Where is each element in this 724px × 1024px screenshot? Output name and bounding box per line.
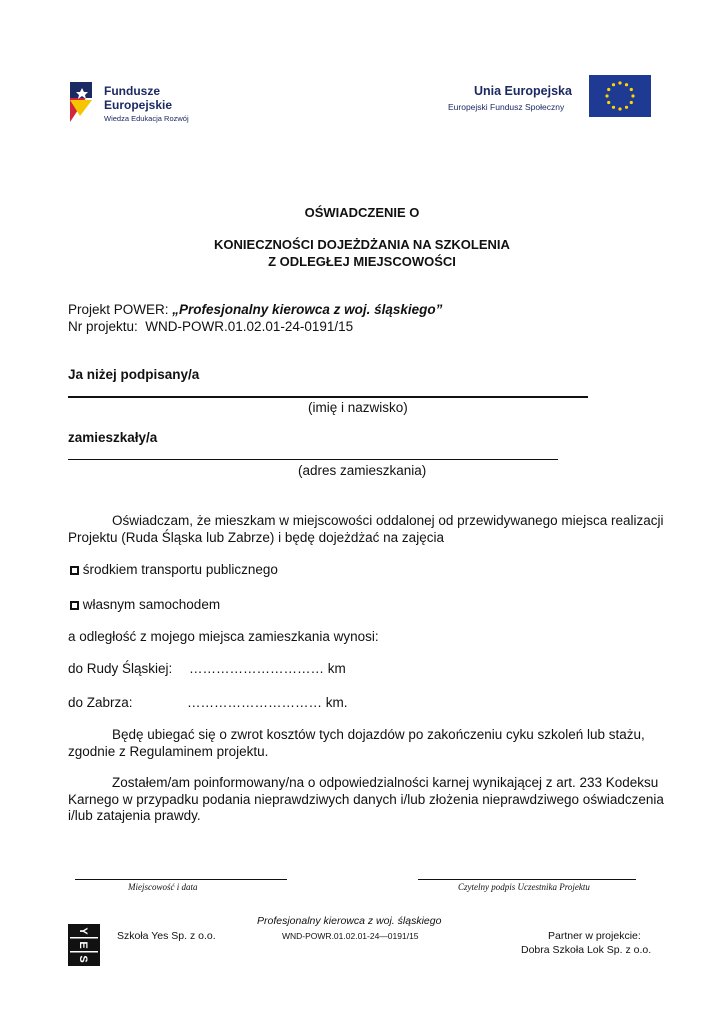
residence-label: zamieszkały/a <box>68 430 158 445</box>
signed-label: Ja niżej podpisany/a <box>68 367 200 382</box>
declaration-line1: Oświadczam, że mieszkam w miejscowości oddalonej od przewidywanego miejsca realizacji <box>112 513 664 528</box>
name-caption: (imię i nazwisko) <box>308 400 408 415</box>
yes-logo-letter-y: Y <box>77 927 89 935</box>
liability-line2: Karnego w przypadku podania nieprawdziwych danych i/lub złożenia nieprawdziwego oświadczenia <box>68 792 664 807</box>
yes-school-logo <box>68 924 100 966</box>
title-line3: Z ODLEGŁEJ MIEJSCOWOŚCI <box>268 254 456 269</box>
ue-logo-line2: Europejski Fundusz Społeczny <box>448 102 565 112</box>
zabrze-distance-field[interactable]: ………………………… km. <box>187 695 348 710</box>
ue-logo-line1: Unia Europejska <box>474 84 572 98</box>
fundusze-europejskie-emblem-icon <box>68 78 98 126</box>
option-car-row[interactable] <box>70 597 220 612</box>
footer-project-number: WND-POWR.01.02.01-24—0191/15 <box>282 931 419 941</box>
title-line1: OŚWIADCZENIE O <box>304 205 420 220</box>
place-date-line[interactable] <box>75 879 287 880</box>
refund-line1: Będę ubiegać się o zwrot kosztów tych dojazdów po zakończeniu cyku szkoleń lub stażu, <box>112 727 645 742</box>
option-car-label: własnym samochodem <box>82 597 221 612</box>
refund-line2: zgodnie z Regulaminem projektu. <box>68 744 269 759</box>
project-number-label: Nr projektu: <box>68 319 138 334</box>
fe-logo-line2: Europejskie <box>104 98 173 112</box>
option-public-row[interactable] <box>70 562 278 577</box>
own-car-checkbox[interactable] <box>70 601 79 610</box>
name-input-line[interactable] <box>68 396 588 398</box>
signature-line[interactable] <box>418 879 636 880</box>
liability-line1: Zostałem/am poinformowany/na o odpowiedzialności karnej wynikającej z art. 233 Kodeksu <box>112 775 659 790</box>
zabrze-label: do Zabrza: <box>68 695 133 710</box>
fe-logo-line3: Wiedza Edukacja Rozwój <box>104 114 189 123</box>
fe-logo-line1: Fundusze <box>104 84 160 98</box>
address-input-line[interactable] <box>68 459 558 460</box>
title-line2: KONIECZNOŚCI DOJEŻDŻANIA NA SZKOLENIA <box>214 237 510 252</box>
liability-line3: i/lub zatajenia prawdy. <box>68 808 201 823</box>
project-label: Projekt POWER: <box>68 302 173 317</box>
option-public-label: środkiem transportu publicznego <box>82 562 278 577</box>
declaration-line2: Projektu (Ruda Śląska lub Zabrze) i będę dojeżdżać na zajęcia <box>68 530 444 545</box>
footer-partner-label: Partner w projekcie: <box>548 930 641 942</box>
eu-flag-icon <box>589 75 651 117</box>
footer-partner-name: Dobra Szkoła Lok Sp. z o.o. <box>521 944 652 956</box>
public-transport-checkbox[interactable] <box>70 566 79 575</box>
project-line <box>68 302 442 317</box>
distance-intro: a odległość z mojego miejsca zamieszkania wynosi: <box>68 629 379 644</box>
signature-caption: Czytelny podpis Uczestnika Projektu <box>458 882 590 892</box>
place-date-caption: Miejscowość i data <box>128 882 198 892</box>
project-number-line <box>68 319 353 334</box>
footer-company: Szkoła Yes Sp. z o.o. <box>117 930 216 942</box>
project-name: „Profesjonalny kierowca z woj. śląskiego” <box>172 302 443 317</box>
yes-logo-letter-e: E <box>77 941 89 949</box>
ruda-label: do Rudy Śląskiej: <box>68 661 173 676</box>
yes-logo-letter-s: S <box>77 955 89 963</box>
project-number: WND-POWR.01.02.01-24-0191/15 <box>145 319 354 334</box>
footer-project-name: Profesjonalny kierowca z woj. śląskiego <box>257 915 442 927</box>
ruda-distance-field[interactable]: ………………………… km <box>189 661 346 676</box>
address-caption: (adres zamieszkania) <box>298 463 427 478</box>
